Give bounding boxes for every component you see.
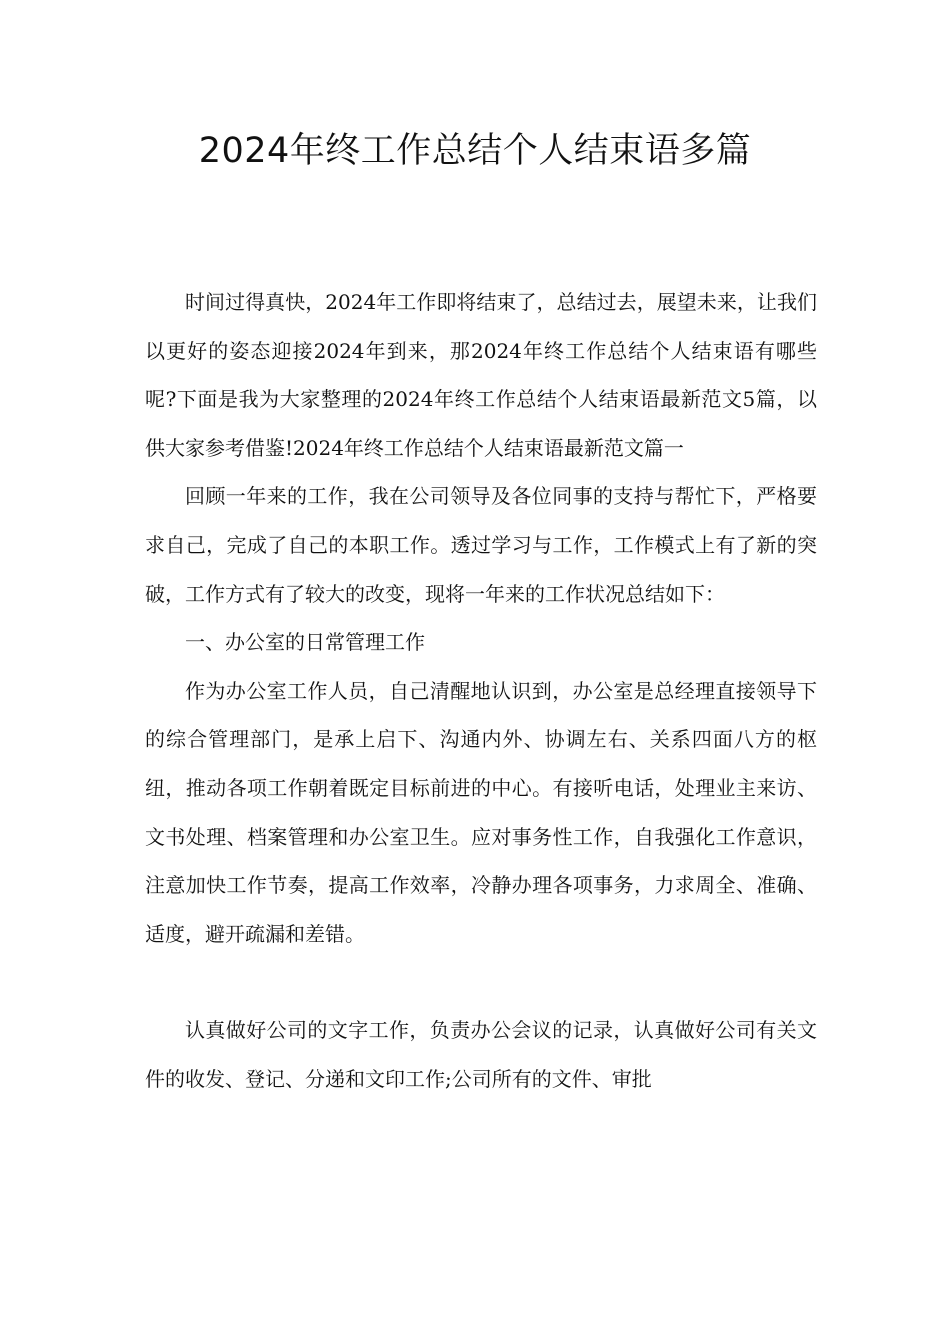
paragraph-gap bbox=[145, 958, 817, 1006]
document-title: 2024年终工作总结个人结束语多篇 bbox=[198, 131, 752, 171]
section-heading-office-management: 一、办公室的日常管理工作 bbox=[185, 630, 425, 655]
paragraph-review: 回顾一年来的工作，我在公司领导及各位同事的支持与帮忙下，严格要求自己，完成了自己的本职工作。透过学习与工作，工作模式上有了新的突破，工作方式有了较大的改变，现将一年来的工作状况总结如下： bbox=[145, 484, 817, 606]
document-body bbox=[145, 278, 817, 1104]
paragraph-intro: 时间过得真快，2024年工作即将结束了，总结过去，展望未来，让我们以更好的姿态迎接2024年到来，那2024年终工作总结个人结束语有哪些呢?下面是我为大家整理的2024年终工作总结个人结束语最新范文5篇，以供大家参考借鉴!2024年终工作总结个人结束语最新范文篇一 bbox=[145, 290, 817, 460]
paragraph-office-role: 作为办公室工作人员，自己清醒地认识到，办公室是总经理直接领导下的综合管理部门，是承上启下、沟通内外、协调左右、关系四面八方的枢纽，推动各项工作朝着既定目标前进的中心。有接听电话，处理业主来访、文书处理、档案管理和办公室卫生。应对事务性工作，自我强化工作意识，注意加快工作节奏，提高工作效率，冷静办理各项事务，力求周全、准确、适度，避开疏漏和差错。 bbox=[145, 678, 817, 946]
paragraph-documents: 认真做好公司的文字工作，负责办公会议的记录，认真做好公司有关文件的收发、登记、分递和文印工作;公司所有的文件、审批 bbox=[145, 1018, 817, 1091]
